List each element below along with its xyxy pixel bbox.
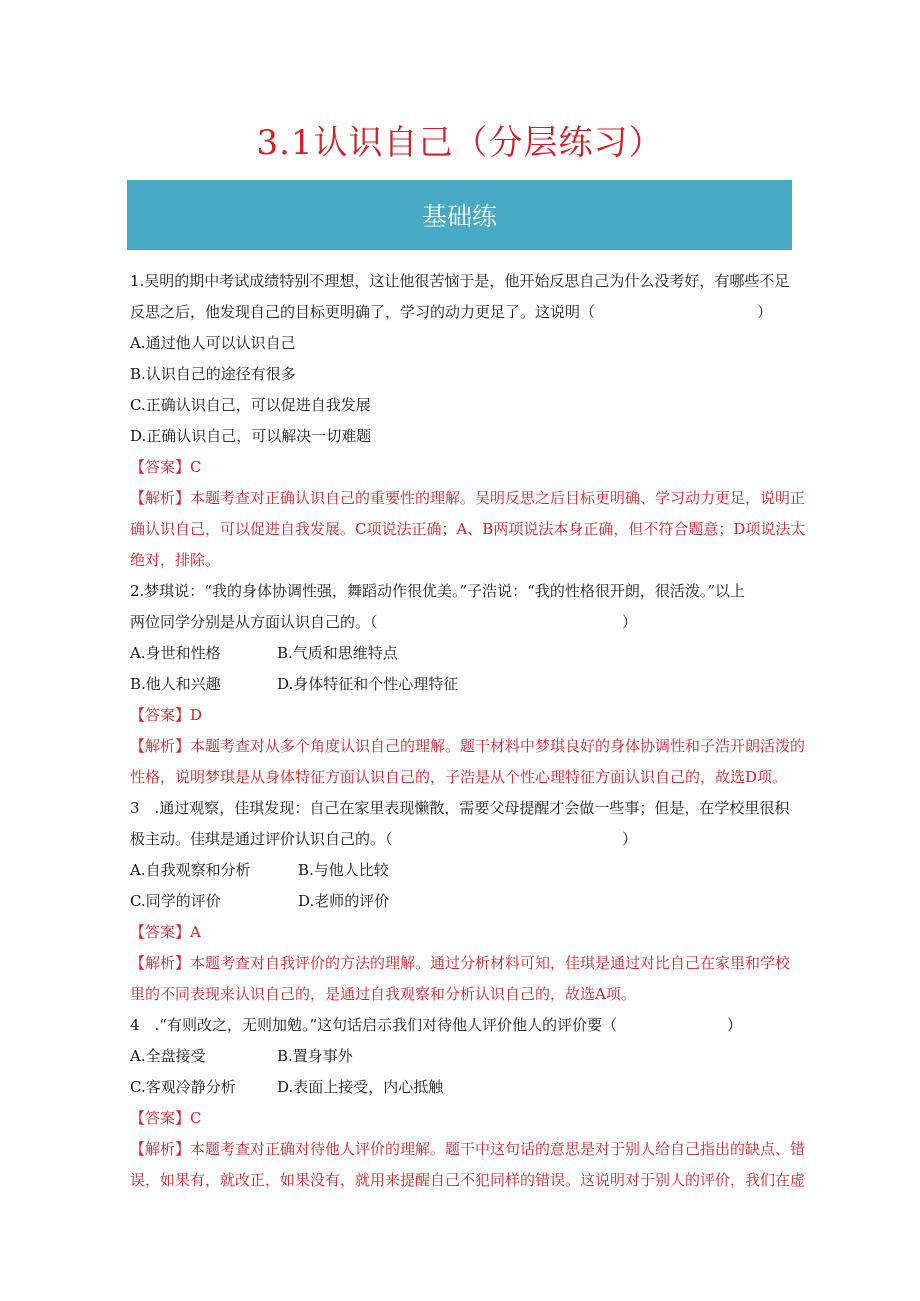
analysis-tag: 【解析】 (130, 489, 191, 507)
q2-analysis-line2: 性格，说明梦琪是从身体特征方面认识自己的，子浩是从个性心理特征方面认识自己的，故选D项。 (130, 768, 788, 786)
q1-option-a: A.通过他人可以认识自己 (130, 334, 296, 352)
q2-option-a: A.身世和性格 (130, 644, 221, 662)
q1-paren-close: ） (757, 303, 773, 321)
answer-tag: 【答案】 (130, 706, 191, 724)
q4-option-a: A.全盘接受 (130, 1047, 206, 1065)
q2-answer (130, 705, 202, 725)
q4-option-b: B.置身事外 (277, 1047, 353, 1065)
answer-tag: 【答案】 (130, 458, 191, 476)
q2-paren-close: ） (622, 613, 638, 631)
q2-stem-line2: 两位同学分别是从方面认识自己的。（ (130, 613, 378, 631)
q4-stem-line1: 4 .“有则改之，无则加勉。”这句话启示我们对待他人评价他人的评价要（ (130, 1016, 618, 1034)
q2-analysis-line1: 【解析】本题考查对从多个角度认识自己的理解。题干材料中梦琪良好的身体协调性和子浩开朗活泼的 (130, 737, 806, 755)
answer-value: C (190, 458, 202, 476)
q3-option-b: B.与他人比较 (298, 861, 389, 879)
q4-answer (130, 1108, 202, 1128)
answer-tag: 【答案】 (130, 1109, 191, 1127)
analysis-tag: 【解析】 (130, 954, 191, 972)
page-title: 3.1认识自己（分层练习） (256, 123, 664, 163)
q1-answer (130, 457, 202, 477)
q2-option-c: B.他人和兴趣 (130, 675, 221, 693)
analysis-tag: 【解析】 (130, 737, 191, 755)
q1-analysis-line3: 绝对，排除。 (130, 551, 221, 569)
answer-value: C (190, 1109, 202, 1127)
q3-analysis-line1: 【解析】本题考查对自我评价的方法的理解。通过分析材料可知，佳琪是通过对比自己在家里和学校 (130, 954, 791, 972)
q4-analysis-line1: 【解析】本题考查对正确对待他人评价的理解。题干中这句话的意思是对于别人给自己指出的缺点、错 (130, 1140, 806, 1158)
answer-tag: 【答案】 (130, 923, 191, 941)
q3-answer (130, 922, 201, 942)
q3-option-c: C.同学的评价 (130, 892, 221, 910)
q2-stem-line1: 2.梦琪说：“我的身体协调性强，舞蹈动作很优美。”子浩说：“我的性格很开朗，很活泼。”以上 (130, 582, 745, 600)
q3-option-d: D.老师的评价 (298, 892, 390, 910)
q1-option-d: D.正确认识自己，可以解决一切难题 (130, 427, 372, 445)
q2-option-d: D.身体特征和个性心理特征 (277, 675, 459, 693)
q3-stem-line2: 极主动。佳琪是通过评价认识自己的。（ (130, 830, 393, 848)
q2-option-b: B.气质和思维特点 (277, 644, 398, 662)
q1-option-b: B.认识自己的途径有很多 (130, 365, 296, 383)
q3-analysis-line2: 里的不同表现来认识自己的，是通过自我观察和分析认识自己的，故选A项。 (130, 985, 636, 1003)
q1-stem-line1: 1.吴明的期中考试成绩特别不理想，这让他很苦恼于是，他开始反思自己为什么没考好，有哪些不足 (130, 272, 790, 290)
q4-option-d: D.表面上接受，内心抵触 (277, 1078, 444, 1096)
section-banner: 基础练 (127, 180, 792, 250)
q4-paren-close: ） (727, 1016, 743, 1034)
q3-paren-close: ） (622, 830, 638, 848)
analysis-tag: 【解析】 (130, 1140, 191, 1158)
q4-analysis-line2: 误，如果有，就改正，如果没有，就用来提醒自己不犯同样的错误。这说明对于别人的评价，我们在虚 (130, 1171, 806, 1189)
q1-analysis-line2: 确认识自己，可以促进自我发展。C项说法正确；A、B两项说法本身正确，但不符合题意；D项说法太 (130, 520, 806, 538)
q3-option-a: A.自我观察和分析 (130, 861, 251, 879)
q3-stem-line1: 3 .通过观察，佳琪发现：自己在家里表现懒散，需要父母提醒才会做一些事；但是，在学校里很积 (130, 799, 790, 817)
q1-analysis-line1: 【解析】本题考查对正确认识自己的重要性的理解。吴明反思之后目标更明确、学习动力更足，说明正 (130, 489, 806, 507)
answer-value: D (190, 706, 203, 724)
q4-option-c: C.客观冷静分析 (130, 1078, 236, 1096)
answer-value: A (190, 923, 201, 941)
q1-option-c: C.正确认识自己，可以促进自我发展 (130, 396, 371, 414)
q1-stem-line2: 反思之后，他发现自己的目标更明确了，学习的动力更足了。这说明（ (130, 303, 596, 321)
